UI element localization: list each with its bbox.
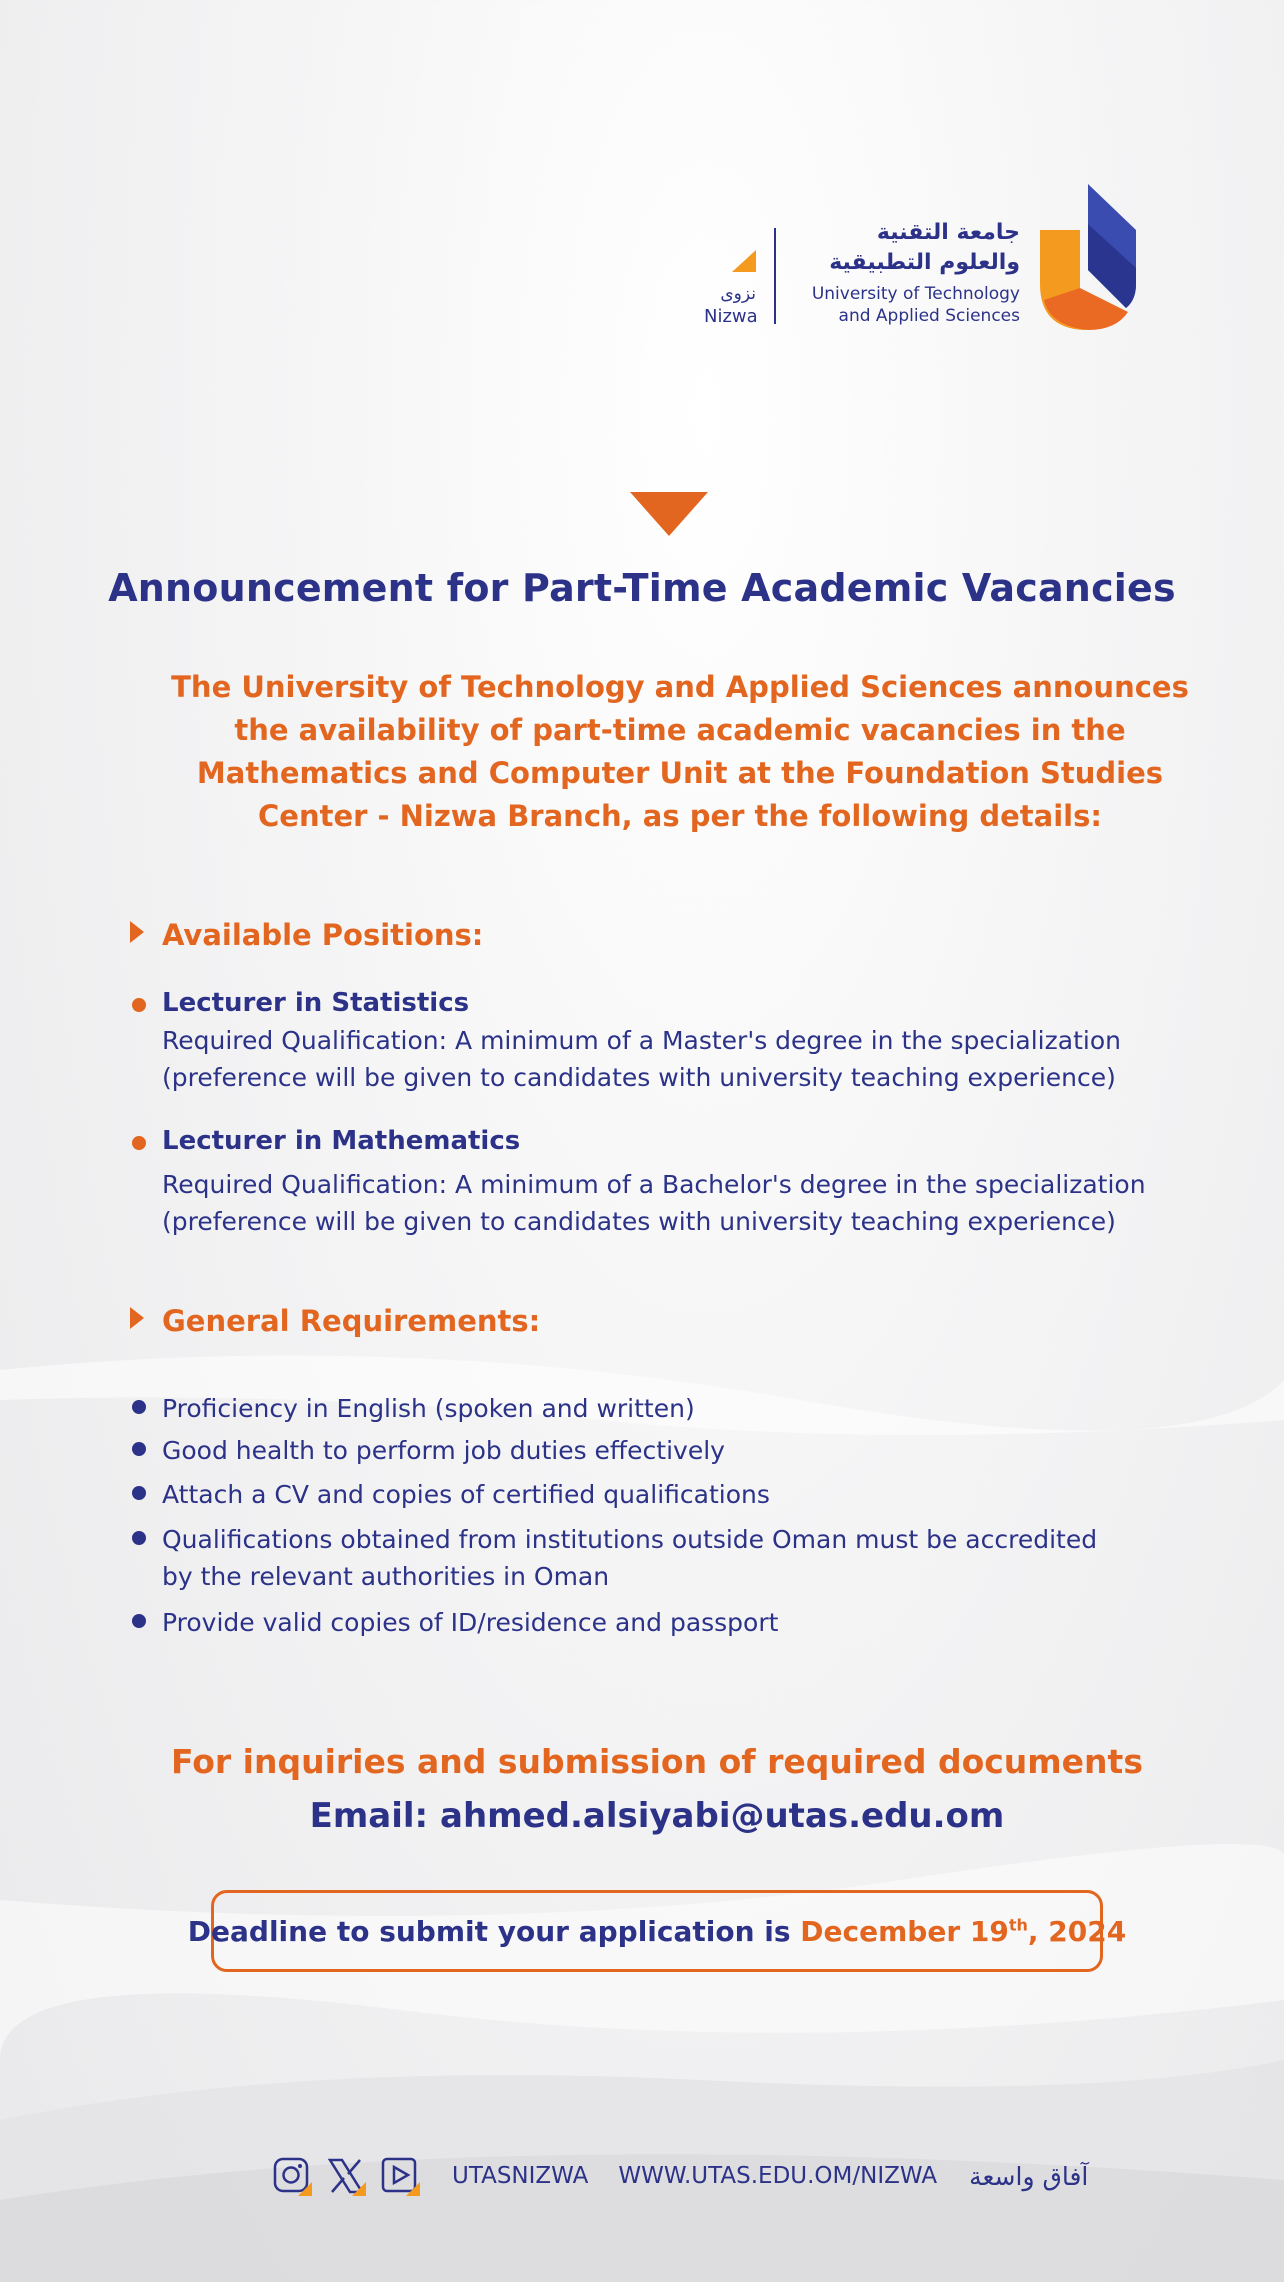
caret-right-icon xyxy=(130,1307,144,1329)
youtube-icon[interactable] xyxy=(380,2156,420,2196)
requirement-item xyxy=(130,1604,1230,1641)
caret-right-icon xyxy=(130,921,144,943)
logo-arabic-line2: والعلوم التطبيقية xyxy=(829,250,1020,275)
requirement-text: Proficiency in English (spoken and written) xyxy=(162,1394,695,1423)
intro-paragraph: The University of Technology and Applied Sciences announces the availability of part-time academic vacancies in the Mathematics and Computer Unit at the Foundation Studies Center - Nizwa Branch, as per the following details: xyxy=(171,670,1189,833)
deadline-date-suffix: th xyxy=(1008,1915,1028,1935)
bullet-icon xyxy=(132,1614,146,1628)
positions-heading xyxy=(130,918,483,952)
position-qualification: Required Qualification: A minimum of a Bachelor's degree in the specialization xyxy=(162,1170,1146,1199)
bullet-icon xyxy=(132,1136,146,1150)
deadline-date-day: December 19 xyxy=(800,1914,1009,1948)
requirement-text: Good health to perform job duties effectively xyxy=(162,1436,725,1465)
slogan: آفاق واسعة xyxy=(969,2161,1089,2191)
requirement-item xyxy=(130,1521,1230,1595)
logo-english-line2: and Applied Sciences xyxy=(838,306,1020,326)
deadline-date-year: , 2024 xyxy=(1027,1914,1127,1948)
position-item xyxy=(130,988,1230,1096)
requirement-text-continued: by the relevant authorities in Oman xyxy=(162,1562,610,1591)
utas-mark-icon xyxy=(1036,184,1140,334)
nizwa-triangle-icon xyxy=(732,250,756,272)
position-preference: (preference will be given to candidates with university teaching experience) xyxy=(162,1207,1116,1236)
logo-branch-english: Nizwa xyxy=(704,306,758,327)
page-title: Announcement for Part-Time Academic Vacancies xyxy=(108,566,1176,610)
logo-english-line1: University of Technology xyxy=(811,284,1020,304)
logo-divider xyxy=(774,228,776,324)
position-title: Lecturer in Statistics xyxy=(162,988,470,1018)
position-preference: (preference will be given to candidates with university teaching experience) xyxy=(162,1063,1116,1092)
bullet-icon xyxy=(132,1442,146,1456)
website-link[interactable]: WWW.UTAS.EDU.OM/NIZWA xyxy=(618,2163,938,2189)
position-title: Lecturer in Mathematics xyxy=(162,1126,521,1156)
requirements-heading xyxy=(130,1304,540,1338)
footer xyxy=(272,2154,1088,2198)
x-icon[interactable] xyxy=(326,2156,366,2196)
bullet-icon xyxy=(132,1486,146,1500)
requirements-heading-text: General Requirements: xyxy=(162,1304,541,1338)
social-handle[interactable]: UTASNIZWA xyxy=(452,2163,589,2189)
bullet-icon xyxy=(132,1400,146,1414)
university-logo xyxy=(700,180,1140,340)
position-item xyxy=(130,1126,1230,1240)
requirement-text: Qualifications obtained from institutions outside Oman must be accredited xyxy=(162,1525,1098,1554)
deadline-date xyxy=(800,1915,1126,1948)
logo-branch-arabic: نزوى xyxy=(720,284,756,304)
instagram-icon[interactable] xyxy=(272,2156,312,2196)
inquiry-heading: For inquiries and submission of required documents xyxy=(171,1742,1143,1781)
contact-email[interactable]: Email: ahmed.alsiyabi@utas.edu.om xyxy=(309,1796,1005,1836)
deadline-prefix: Deadline to submit your application is xyxy=(187,1914,791,1948)
deadline-box xyxy=(187,1890,1127,1972)
requirement-item xyxy=(130,1476,1230,1513)
bullet-icon xyxy=(132,998,146,1012)
requirement-text: Provide valid copies of ID/residence and passport xyxy=(162,1608,779,1637)
bullet-icon xyxy=(132,1531,146,1545)
requirement-item xyxy=(130,1432,1230,1469)
position-qualification: Required Qualification: A minimum of a Master's degree in the specialization xyxy=(162,1026,1121,1055)
requirement-text: Attach a CV and copies of certified qualifications xyxy=(162,1480,770,1509)
down-triangle-icon xyxy=(630,492,708,536)
requirement-item xyxy=(130,1390,1230,1427)
logo-arabic-line1: جامعة التقنية xyxy=(876,220,1020,245)
positions-heading-text: Available Positions: xyxy=(162,918,484,952)
